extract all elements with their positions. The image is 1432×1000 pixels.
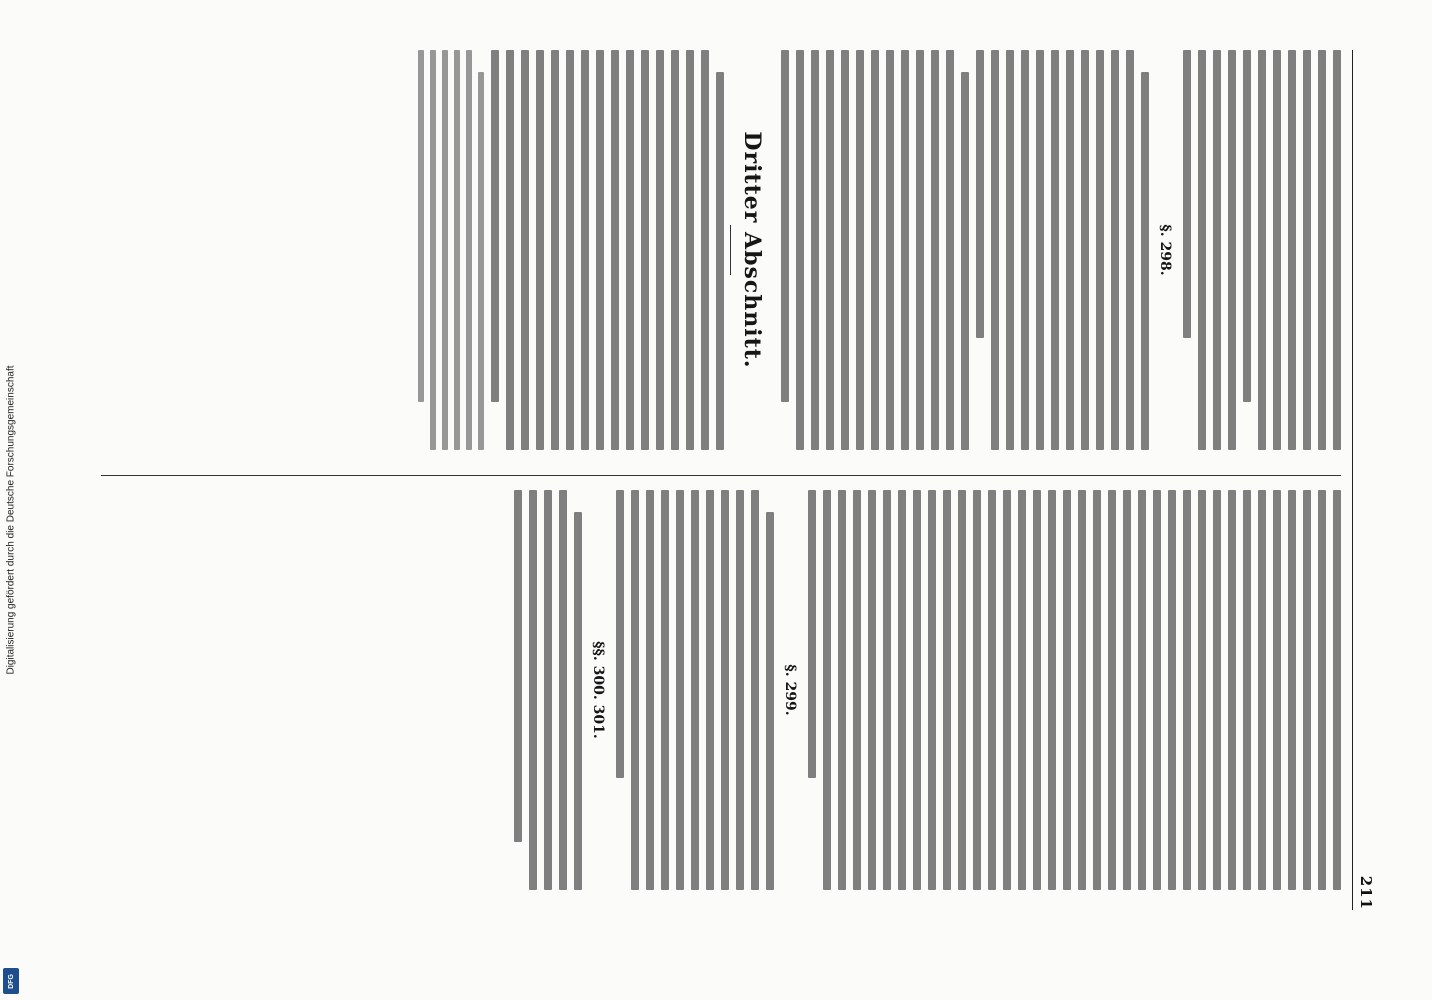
paragraph-2 [781,50,969,450]
credit-strip [0,0,22,1000]
right-column [91,490,1341,890]
footnote [418,50,484,450]
section-300-301: §§. 300. 301. [590,641,606,739]
right-paragraph-2 [616,490,774,890]
page-number: 211 [1357,875,1375,910]
right-paragraph-3 [514,490,582,890]
paragraph-1 [976,50,1149,450]
paragraph-3 [491,50,724,450]
column-divider [101,475,1341,476]
right-paragraph-1 [808,490,1341,890]
title-rule [730,225,731,275]
section-299: §. 299. [782,664,798,716]
dfg-logo: DFG [3,968,19,994]
left-column [91,50,1341,450]
rotated-page-content [51,20,1381,940]
intro-paragraph [1183,50,1341,450]
chapter-title: Dritter Abschnitt. [739,131,765,369]
page-header [1352,50,1375,910]
credit-text: Digitalisierung gefördert durch die Deutsche Forschungsgemeinschaft [5,365,17,675]
section-298: §. 298. [1157,224,1173,276]
